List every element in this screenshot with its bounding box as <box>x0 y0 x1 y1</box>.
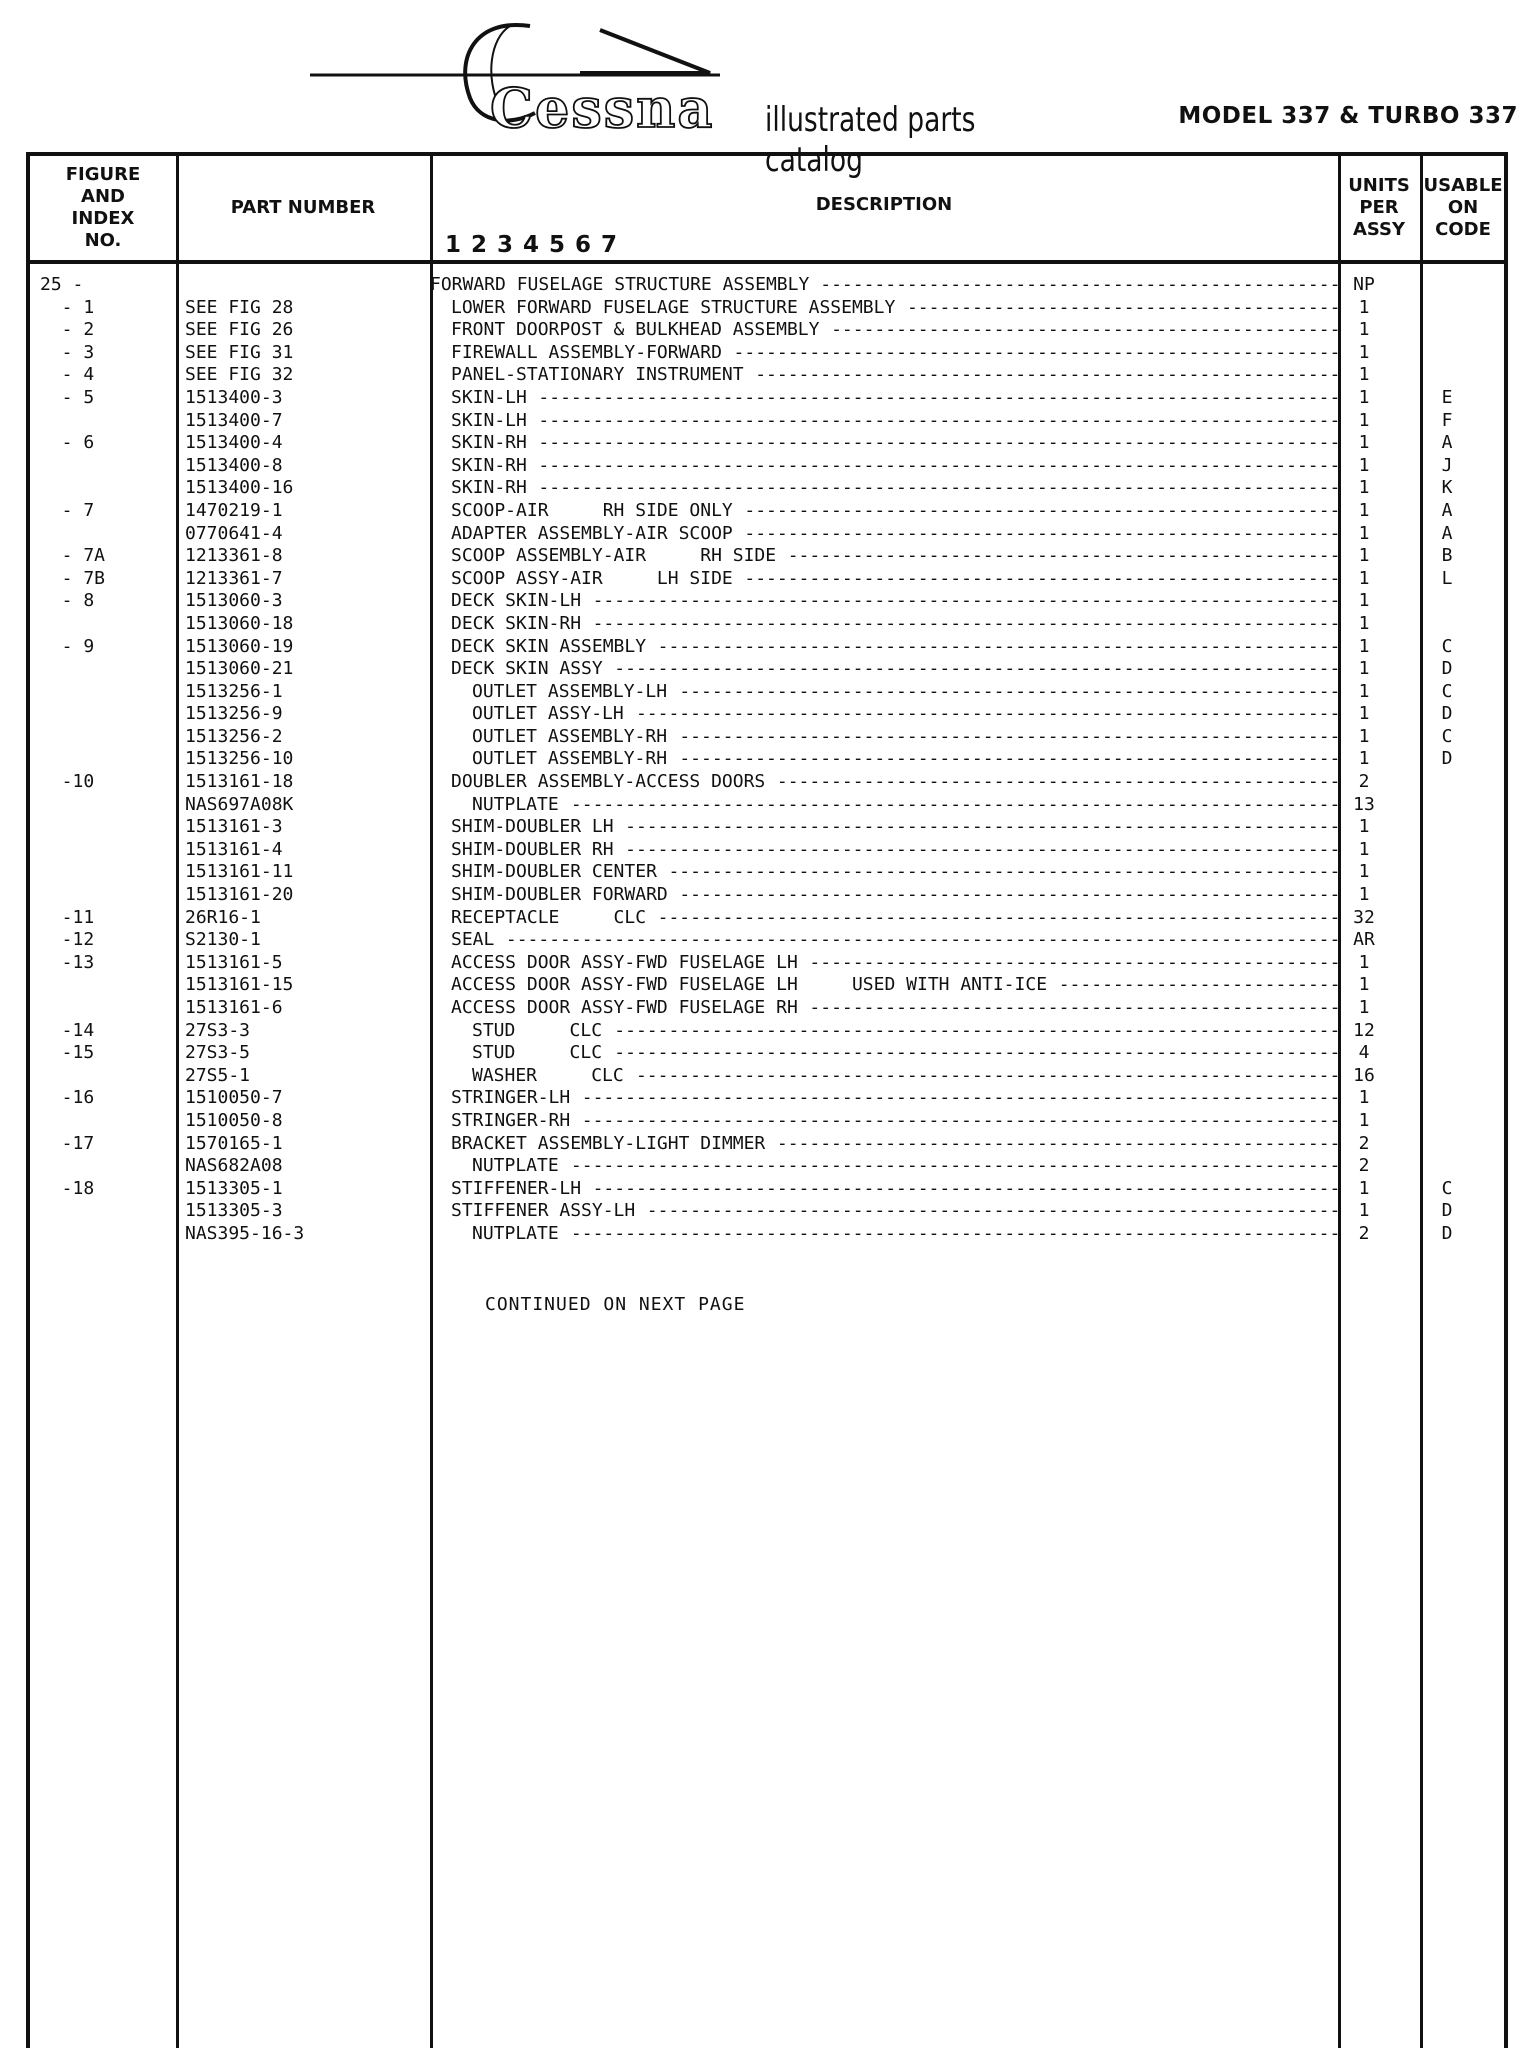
table-row <box>30 545 1504 568</box>
part-number: 1570165-1 <box>185 1132 283 1154</box>
units-per-assy: 1 <box>1358 680 1370 702</box>
part-number: NAS697A08K <box>185 793 294 815</box>
description: SKIN-LH <box>451 386 527 408</box>
description: FORWARD FUSELAGE STRUCTURE ASSEMBLY <box>430 274 810 295</box>
table-row <box>30 1178 1504 1201</box>
table-row <box>30 997 1504 1020</box>
usable-code: F <box>1441 409 1453 431</box>
figure-index: - 2 <box>40 319 95 341</box>
leader-dashes: ------------------------------------------------------------- <box>679 748 1341 770</box>
usable-code: D <box>1441 1200 1453 1222</box>
description: DECK SKIN ASSY <box>451 658 603 680</box>
description: ADAPTER ASSEMBLY-AIR SCOOP <box>451 522 733 544</box>
description: SKIN-RH <box>451 454 527 476</box>
usable-code: C <box>1441 725 1453 747</box>
units-per-assy: 1 <box>1358 838 1370 860</box>
part-number: 27S3-3 <box>185 1019 251 1041</box>
part-number: SEE FIG 32 <box>185 364 294 386</box>
units-per-assy: AR <box>1353 929 1375 951</box>
usable-code: D <box>1441 1222 1453 1244</box>
units-per-assy: 1 <box>1358 296 1370 318</box>
leader-dashes: --------------------------------------------------------------- <box>657 906 1341 928</box>
units-per-assy: 16 <box>1353 1064 1375 1086</box>
table-row <box>30 387 1504 410</box>
table-row <box>30 726 1504 749</box>
part-number: 1513256-9 <box>185 703 283 725</box>
leader-dashes: --------------------------------------------------------------------- <box>592 612 1341 634</box>
leader-dashes: ------------------------------------------------- <box>809 997 1341 1018</box>
table-row <box>30 1110 1504 1133</box>
part-number: 27S5-1 <box>185 1064 251 1086</box>
description: OUTLET ASSY-LH <box>472 703 624 725</box>
part-number: 1513161-3 <box>185 816 283 838</box>
units-per-assy: NP <box>1353 274 1375 295</box>
units-per-assy: 1 <box>1358 522 1370 544</box>
usable-code: B <box>1441 545 1453 567</box>
description: ACCESS DOOR ASSY-FWD FUSELAGE LH <box>451 951 798 973</box>
figure-index: -18 <box>40 1177 95 1199</box>
units-per-assy: 1 <box>1358 612 1370 634</box>
table-row <box>30 1087 1504 1110</box>
usable-code: A <box>1441 499 1453 521</box>
leader-dashes: ------------------------------------------------------------------ <box>625 816 1341 838</box>
leader-dashes: ---------------------------------------------------- <box>776 771 1341 793</box>
units-per-assy: 1 <box>1358 319 1370 341</box>
usable-code: A <box>1441 522 1453 544</box>
part-number: SEE FIG 26 <box>185 319 294 341</box>
leader-dashes: ---------------------------------------------------- <box>776 1132 1341 1154</box>
leader-dashes: ------------------------------------------------------------- <box>679 884 1341 906</box>
description: OUTLET ASSEMBLY-LH <box>472 680 668 702</box>
part-number: SEE FIG 31 <box>185 341 294 363</box>
leader-dashes: -------------------------------------------------------------------------- <box>538 477 1341 499</box>
table-row <box>30 1155 1504 1178</box>
description: STRINGER-RH <box>451 1109 571 1131</box>
description: PANEL-STATIONARY INSTRUMENT <box>451 364 744 386</box>
leader-dashes: -------------------------- <box>1058 974 1341 996</box>
units-per-assy: 1 <box>1358 454 1370 476</box>
usable-code: A <box>1441 432 1453 454</box>
units-per-assy: 1 <box>1358 477 1370 499</box>
usable-code: C <box>1441 635 1453 657</box>
description: NUTPLATE <box>472 1155 559 1177</box>
units-per-assy: 12 <box>1353 1019 1375 1041</box>
part-number: 1513161-4 <box>185 838 283 860</box>
units-per-assy: 2 <box>1358 1222 1370 1244</box>
description: FRONT DOORPOST & BULKHEAD ASSEMBLY <box>451 319 820 341</box>
figure-index: - 7B <box>40 567 106 589</box>
description: STUD CLC <box>472 1042 603 1064</box>
table-row <box>30 636 1504 659</box>
table-row <box>30 1065 1504 1088</box>
leader-dashes: --------------------------------------------------------------------- <box>592 1177 1341 1199</box>
figure-index: - 4 <box>40 364 95 386</box>
continued-note: CONTINUED ON NEXT PAGE <box>485 1294 746 1315</box>
leader-dashes: ---------------------------------------------------------------------- <box>581 1087 1341 1109</box>
leader-dashes: -------------------------------------------------------------------------- <box>538 454 1341 476</box>
part-number: NAS682A08 <box>185 1155 283 1177</box>
units-per-assy: 32 <box>1353 906 1375 928</box>
cessna-logo <box>310 18 1070 180</box>
figure-index: - 5 <box>40 386 95 408</box>
part-number: 1513400-7 <box>185 409 283 431</box>
description: SHIM-DOUBLER RH <box>451 838 614 860</box>
header-figure: FIGURE AND INDEX NO. <box>65 164 141 251</box>
units-per-assy: 1 <box>1358 884 1370 906</box>
usable-code: D <box>1441 748 1453 770</box>
description: SHIM-DOUBLER LH <box>451 816 614 838</box>
leader-dashes: -------------------------------------------------------------------------- <box>538 386 1341 408</box>
table-row <box>30 342 1504 365</box>
table-row <box>30 274 1504 297</box>
leader-dashes: ------------------------------------------------------------- <box>679 725 1341 747</box>
figure-index: -15 <box>40 1042 95 1064</box>
units-per-assy: 1 <box>1358 545 1370 567</box>
part-number: 1513305-1 <box>185 1177 283 1199</box>
table-row <box>30 500 1504 523</box>
part-number: NAS395-16-3 <box>185 1222 305 1244</box>
leader-dashes: ---------------------------------------------------------------------- <box>581 1109 1341 1131</box>
leader-dashes: -------------------------------------------------------------------------- <box>538 409 1341 431</box>
table-row <box>30 748 1504 771</box>
table-row <box>30 816 1504 839</box>
figure-index: - 1 <box>40 296 95 318</box>
leader-dashes: ---------------------------------------- <box>906 296 1341 318</box>
part-number: 1513161-18 <box>185 771 294 793</box>
table-row <box>30 319 1504 342</box>
part-number: 1513256-10 <box>185 748 294 770</box>
table-row <box>30 1200 1504 1223</box>
description: SKIN-RH <box>451 432 527 454</box>
description: SCOOP ASSY-AIR LH SIDE <box>451 567 733 589</box>
description: SCOOP-AIR RH SIDE ONLY <box>451 499 733 521</box>
description: SHIM-DOUBLER CENTER <box>451 861 657 883</box>
table-row <box>30 839 1504 862</box>
catalog-title: illustrated parts catalog <box>765 100 976 180</box>
leader-dashes: ---------------------------------------------------------------- <box>646 1200 1341 1222</box>
leader-dashes: ----------------------------------------------------------------------- <box>570 1155 1341 1177</box>
part-number: 1513400-3 <box>185 386 283 408</box>
leader-dashes: ----------------------------------------------------------------------------- <box>505 929 1341 951</box>
figure-index: - 6 <box>40 432 95 454</box>
units-per-assy: 1 <box>1358 861 1370 883</box>
leader-dashes: ----------------------------------------------------------------------- <box>570 1222 1341 1244</box>
part-number: 1513161-11 <box>185 861 294 883</box>
part-number: 1510050-8 <box>185 1109 283 1131</box>
description: RECEPTACLE CLC <box>451 906 647 928</box>
units-per-assy: 1 <box>1358 658 1370 680</box>
figure-index: - 7A <box>40 545 106 567</box>
usable-code: E <box>1441 386 1453 408</box>
table-row <box>30 974 1504 997</box>
table-row <box>30 1133 1504 1156</box>
figure-index: -16 <box>40 1087 95 1109</box>
usable-code: K <box>1441 477 1453 499</box>
units-per-assy: 1 <box>1358 974 1370 996</box>
part-number: SEE FIG 28 <box>185 296 294 318</box>
leader-dashes: ----------------------------------------------------------------- <box>635 1064 1341 1086</box>
description: STIFFENER ASSY-LH <box>451 1200 636 1222</box>
part-number: 1213361-7 <box>185 567 283 589</box>
table-row <box>30 568 1504 591</box>
units-per-assy: 1 <box>1358 1177 1370 1199</box>
leader-dashes: ------------------------------------------------------------------ <box>625 838 1341 860</box>
units-per-assy: 1 <box>1358 341 1370 363</box>
units-per-assy: 1 <box>1358 725 1370 747</box>
usable-code: C <box>1441 680 1453 702</box>
parts-rows <box>30 274 1504 1246</box>
description: NUTPLATE <box>472 1222 559 1244</box>
description: SCOOP ASSEMBLY-AIR RH SIDE <box>451 545 777 567</box>
leader-dashes: --------------------------------------------------------------------- <box>592 590 1341 612</box>
table-row <box>30 364 1504 387</box>
leader-dashes: -------------------------------------------------------------- <box>668 861 1341 883</box>
part-number: 1513060-21 <box>185 658 294 680</box>
units-per-assy: 1 <box>1358 386 1370 408</box>
leader-dashes: ----------------------------------------------- <box>831 319 1341 341</box>
table-row <box>30 455 1504 478</box>
table-row <box>30 929 1504 952</box>
units-per-assy: 1 <box>1358 432 1370 454</box>
description: DECK SKIN-RH <box>451 612 582 634</box>
part-number: 1513161-5 <box>185 951 283 973</box>
units-per-assy: 1 <box>1358 1200 1370 1222</box>
part-number: S2130-1 <box>185 929 261 951</box>
part-number: 1513400-16 <box>185 477 294 499</box>
table-row <box>30 861 1504 884</box>
model-label: MODEL 337 & TURBO 337 <box>1178 103 1518 129</box>
units-per-assy: 1 <box>1358 816 1370 838</box>
units-per-assy: 13 <box>1353 793 1375 815</box>
table-row <box>30 703 1504 726</box>
part-number: 1513256-2 <box>185 725 283 747</box>
leader-dashes: ------------------------------------------------------------- <box>679 680 1341 702</box>
table-row <box>30 432 1504 455</box>
units-per-assy: 1 <box>1358 1109 1370 1131</box>
header-description: DESCRIPTION <box>815 194 953 215</box>
table-row <box>30 952 1504 975</box>
table-row <box>30 658 1504 681</box>
part-number: 1513305-3 <box>185 1200 283 1222</box>
leader-dashes: ----------------------------------------------------------------- <box>635 703 1341 725</box>
table-row <box>30 884 1504 907</box>
leader-dashes: ------------------------------------------------------- <box>744 567 1341 589</box>
units-per-assy: 1 <box>1358 409 1370 431</box>
description: SKIN-LH <box>451 409 527 431</box>
figure-index: -10 <box>40 771 95 793</box>
figure-index: 25 - <box>40 274 84 295</box>
usable-code: C <box>1441 1177 1453 1199</box>
table-row <box>30 410 1504 433</box>
table-row <box>30 1223 1504 1246</box>
description: STRINGER-LH <box>451 1087 571 1109</box>
figure-index: - 8 <box>40 590 95 612</box>
units-per-assy: 2 <box>1358 771 1370 793</box>
header-usable-code: USABLE ON CODE <box>1423 175 1503 240</box>
leader-dashes: -------------------------------------------------------- <box>733 341 1341 363</box>
units-per-assy: 2 <box>1358 1155 1370 1177</box>
figure-index: - 7 <box>40 499 95 521</box>
leader-dashes: ------------------------------------------------------------------- <box>614 658 1341 680</box>
part-number: 1513060-3 <box>185 590 283 612</box>
leader-dashes: ------------------------------------------------------- <box>744 522 1341 544</box>
units-per-assy: 1 <box>1358 997 1370 1018</box>
part-number: 1510050-7 <box>185 1087 283 1109</box>
description: FIREWALL ASSEMBLY-FORWARD <box>451 341 722 363</box>
table-row <box>30 794 1504 817</box>
part-number: 1513161-15 <box>185 974 294 996</box>
description: SHIM-DOUBLER FORWARD <box>451 884 668 906</box>
part-number: 1513256-1 <box>185 680 283 702</box>
units-per-assy: 1 <box>1358 1087 1370 1109</box>
figure-index: -13 <box>40 951 95 973</box>
units-per-assy: 1 <box>1358 567 1370 589</box>
units-per-assy: 1 <box>1358 364 1370 386</box>
description: ACCESS DOOR ASSY-FWD FUSELAGE RH <box>451 997 798 1018</box>
leader-dashes: ------------------------------------------------------- <box>744 499 1341 521</box>
description: NUTPLATE <box>472 793 559 815</box>
table-row <box>30 477 1504 500</box>
table-row <box>30 1020 1504 1043</box>
description: LOWER FORWARD FUSELAGE STRUCTURE ASSEMBLY <box>451 296 896 318</box>
leader-dashes: ------------------------------------------------------------------- <box>614 1019 1341 1041</box>
part-number: 1213361-8 <box>185 545 283 567</box>
units-per-assy: 2 <box>1358 1132 1370 1154</box>
description: OUTLET ASSEMBLY-RH <box>472 748 668 770</box>
part-number: 1470219-1 <box>185 499 283 521</box>
header-units: UNITS PER ASSY <box>1348 175 1410 240</box>
description: DECK SKIN-LH <box>451 590 582 612</box>
leader-dashes: --------------------------------------------------- <box>787 545 1341 567</box>
leader-dashes: -------------------------------------------------------------------------- <box>538 432 1341 454</box>
units-per-assy: 1 <box>1358 703 1370 725</box>
figure-index: -17 <box>40 1132 95 1154</box>
part-number: 0770641-4 <box>185 522 283 544</box>
description: SKIN-RH <box>451 477 527 499</box>
header-rule <box>30 260 1504 264</box>
figure-index: - 9 <box>40 635 95 657</box>
leader-dashes: ------------------------------------------------------ <box>755 364 1341 386</box>
figure-index: -14 <box>40 1019 95 1041</box>
header-indent-digits: 1234567 <box>445 232 628 258</box>
figure-index: -11 <box>40 906 95 928</box>
leader-dashes: ------------------------------------------------------------------- <box>614 1042 1341 1064</box>
part-number: 1513060-19 <box>185 635 294 657</box>
part-number: 1513400-8 <box>185 454 283 476</box>
table-row <box>30 297 1504 320</box>
figure-index: - 3 <box>40 341 95 363</box>
description: SEAL <box>451 929 495 951</box>
units-per-assy: 1 <box>1358 951 1370 973</box>
part-number: 1513161-20 <box>185 884 294 906</box>
table-row <box>30 613 1504 636</box>
units-per-assy: 4 <box>1358 1042 1370 1064</box>
description: DOUBLER ASSEMBLY-ACCESS DOORS <box>451 771 766 793</box>
leader-dashes: ------------------------------------------------- <box>809 951 1341 973</box>
usable-code: L <box>1441 567 1453 589</box>
header-part-number: PART NUMBER <box>230 197 376 218</box>
description: WASHER CLC <box>472 1064 624 1086</box>
parts-table <box>26 152 1508 2048</box>
leader-dashes: --------------------------------------------------------------- <box>657 635 1341 657</box>
table-row <box>30 590 1504 613</box>
description: STUD CLC <box>472 1019 603 1041</box>
usable-code: D <box>1441 658 1453 680</box>
table-row <box>30 523 1504 546</box>
units-per-assy: 1 <box>1358 748 1370 770</box>
leader-dashes: ------------------------------------------------ <box>820 274 1341 295</box>
part-number: 1513161-6 <box>185 997 283 1018</box>
table-row <box>30 907 1504 930</box>
units-per-assy: 1 <box>1358 635 1370 657</box>
description: DECK SKIN ASSEMBLY <box>451 635 647 657</box>
brand-name: Cessna <box>490 76 715 140</box>
part-number: 1513060-18 <box>185 612 294 634</box>
description: BRACKET ASSEMBLY-LIGHT DIMMER <box>451 1132 766 1154</box>
units-per-assy: 1 <box>1358 499 1370 521</box>
leader-dashes: ----------------------------------------------------------------------- <box>570 793 1341 815</box>
figure-index: -12 <box>40 929 95 951</box>
table-row <box>30 1042 1504 1065</box>
table-row <box>30 771 1504 794</box>
description: OUTLET ASSEMBLY-RH <box>472 725 668 747</box>
part-number: 1513400-4 <box>185 432 283 454</box>
usable-code: J <box>1441 454 1453 476</box>
part-number: 26R16-1 <box>185 906 261 928</box>
usable-code: D <box>1441 703 1453 725</box>
part-number: 27S3-5 <box>185 1042 251 1064</box>
table-row <box>30 681 1504 704</box>
description: ACCESS DOOR ASSY-FWD FUSELAGE LH USED WITH ANTI-ICE <box>451 974 1048 996</box>
description: STIFFENER-LH <box>451 1177 582 1199</box>
units-per-assy: 1 <box>1358 590 1370 612</box>
